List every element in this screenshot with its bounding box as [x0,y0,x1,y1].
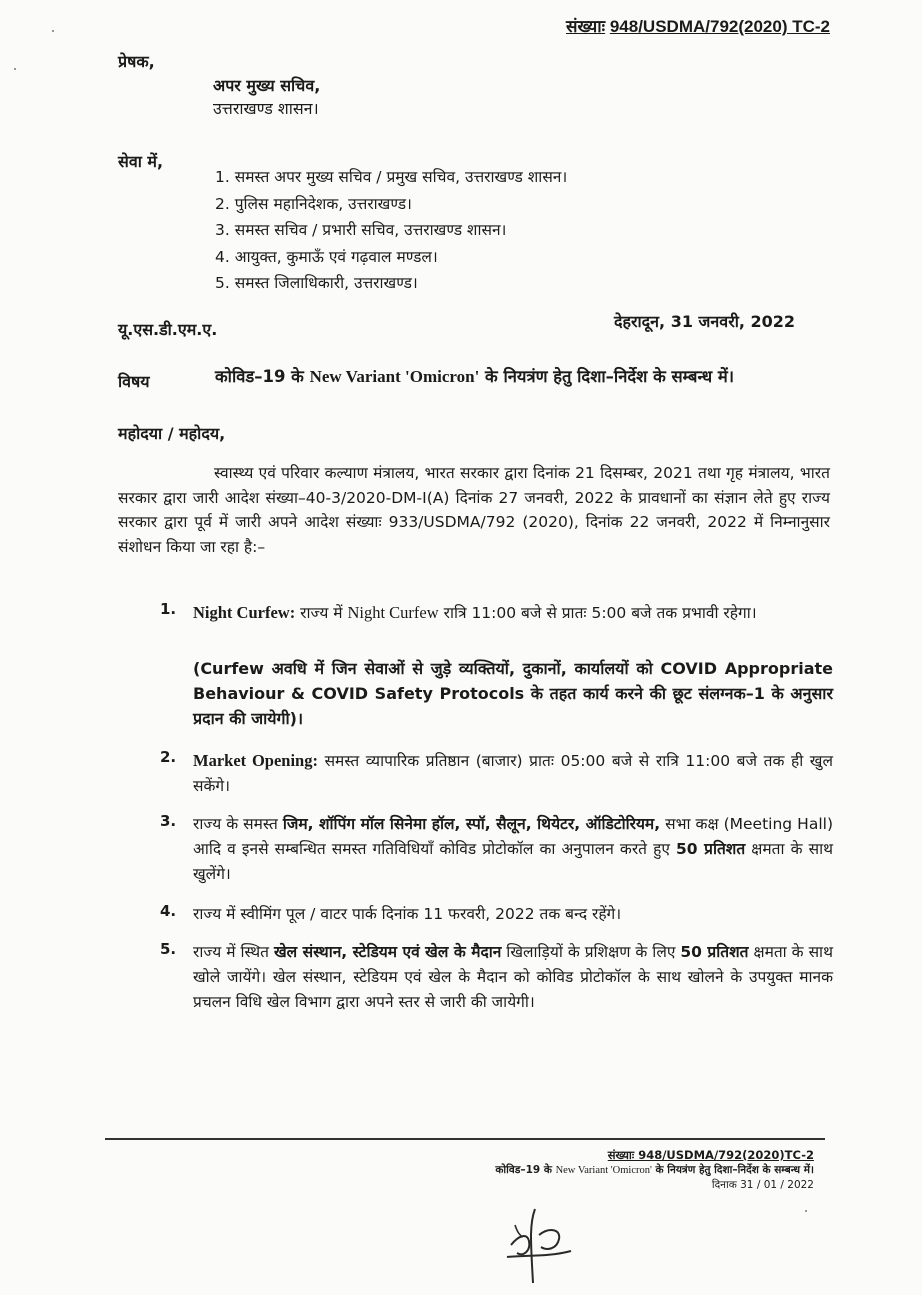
point-bold: 50 प्रतिशत [680,943,749,961]
curfew-note: (Curfew अवधि में जिन सेवाओं से जुड़े व्यक्तियों, दुकानों, कार्यालयों को COVID Appropriate Behaviour & COVID Safety Protocols के तहत कार्य करने की छूट संलग्नक–1 के अनुसार प्रदान की जायेगी)। [193,659,833,728]
subject-suffix: के नियत्रंण हेतु दिशा–निर्देश के सम्बन्ध में। [485,367,735,386]
subject-label: विषय [118,372,150,391]
sender-office: उत्तराखण्ड शासन। [213,99,319,118]
footer-divider [105,1138,825,1140]
point-text: सभा कक्ष (Meeting Hall) आदि व इनसे सम्बन्धित समस्त गतिविधियाँ कोविड प्रोटोकॉल का अनुपालन करते हुए [193,815,833,858]
subject-text [215,364,734,387]
recipient-item: 2. पुलिस महानिदेशक, उत्तराखण्ड। [215,194,412,213]
point-text: क्षमता के साथ खुलेंगे। [193,840,833,883]
paper-speck [52,30,54,32]
point-lead: Market Opening: [193,751,318,770]
point-bold: जिम, शॉपिंग मॉल सिनेमा हॉल, स्पॉ, सैलून, थियेटर, ऑडिटोरियम, [282,815,661,833]
recipients-label: सेवा में, [118,152,164,171]
point-body [193,940,833,1015]
issuer: यू.एस.डी.एम.ए. [118,320,218,339]
point-number: 5. [160,940,177,958]
point-bold: 50 प्रतिशत [676,840,746,858]
recipient-item: 5. समस्त जिलाधिकारी, उत्तराखण्ड। [215,274,418,292]
paper-speck [14,68,16,70]
point-lead: Night Curfew: [193,603,296,622]
footer-subject-english: New Variant 'Omicron' [555,1165,652,1176]
point-bold: खेल संस्थान, स्टेडियम एवं खेल के मैदान [273,943,502,961]
point-number: 4. [160,902,177,920]
recipient-item: 4. आयुक्त, कुमाऊँ एवं गढ़वाल मण्डल। [215,247,438,266]
footer-subject [495,1163,814,1178]
sender-label: प्रेषक, [118,52,155,71]
footer-date: दिनाक 31 / 01 / 2022 [711,1179,814,1191]
point-number: 3. [160,812,177,830]
point-number: 2. [160,748,177,766]
footer-reference: संख्याः 948/USDMA/792(2020)TC-2 [607,1148,814,1162]
reference-value: 948/USDMA/792(2020) TC-2 [609,17,830,36]
reference-label: संख्याः [565,17,606,36]
footer-block [495,1148,814,1193]
reference-number [566,14,830,37]
point-body [193,812,833,887]
paper-speck [805,1210,807,1212]
signature-mark [505,1205,575,1285]
intro-paragraph: स्वास्थ्य एवं परिवार कल्याण मंत्रालय, भारत सरकार द्वारा दिनांक 21 दिसम्बर, 2021 तथा गृह मंत्रालय, भारत सरकार द्वारा जारी आदेश संख्या–40-3/2020-DM-I(A) दिनांक 27 जनवरी, 2022 के प्रावधानों का संज्ञान लेते हुए राज्य सरकार द्वारा पूर्व में जारी अपने आदेश संख्याः 933/USDMA/792 (2020), दिनांक 22 जनवरी, 2022 में निम्नानुसार संशोधन किया जा रहा है:– [118,464,830,556]
point-number: 1. [160,600,177,618]
point-body: राज्य में स्वीमिंग पूल / वाटर पार्क दिनांक 11 फरवरी, 2022 तक बन्द रहेंगे। [193,905,622,923]
place-date: देहरादून, 31 जनवरी, 2022 [614,312,796,331]
point-text: समस्त व्यापारिक प्रतिष्ठान (बाजार) प्रातः 05:00 बजे से रात्रि 11:00 बजे तक ही खुल सकेंगे। [193,752,833,795]
point-text: क्षमता के साथ खोले जायेंगे। खेल संस्थान, स्टेडियम एवं खेल के मैदान को कोविड प्रोटोकॉल के साथ खोलने के उपयुक्त मानक प्रचलन विधि खेल विभाग द्वारा अपने स्तर से जारी की जायेगी। [193,943,833,1011]
recipient-item: 1. समस्त अपर मुख्य सचिव / प्रमुख सचिव, उत्तराखण्ड शासन। [215,168,568,186]
sender-designation: अपर मुख्य सचिव, [213,76,321,95]
point-text: राज्य में स्थित [193,943,274,961]
point-body [193,600,833,626]
point-text: रात्रि 11:00 बजे से प्रातः 5:00 बजे तक प्रभावी रहेगा। [438,604,757,622]
subject-prefix: कोविड–19 के [215,367,304,386]
footer-subject-suffix: के नियत्रंण हेतु दिशा–निर्देश के सम्बन्ध में। [651,1164,814,1176]
point-text: Night Curfew [347,603,439,622]
subject-english: New Variant 'Omicron' [309,367,480,386]
point-text: राज्य में [295,604,348,622]
recipient-item: 3. समस्त सचिव / प्रभारी सचिव, उत्तराखण्ड शासन। [215,221,507,239]
point-text: खिलाड़ियों के प्रशिक्षण के लिए [501,943,681,961]
point-text: राज्य के समस्त [193,815,283,833]
salutation: महोदया / महोदय, [118,424,226,443]
recipient-list [215,164,567,297]
footer-subject-prefix: कोविड–19 के [495,1164,556,1176]
point-body [193,748,833,799]
